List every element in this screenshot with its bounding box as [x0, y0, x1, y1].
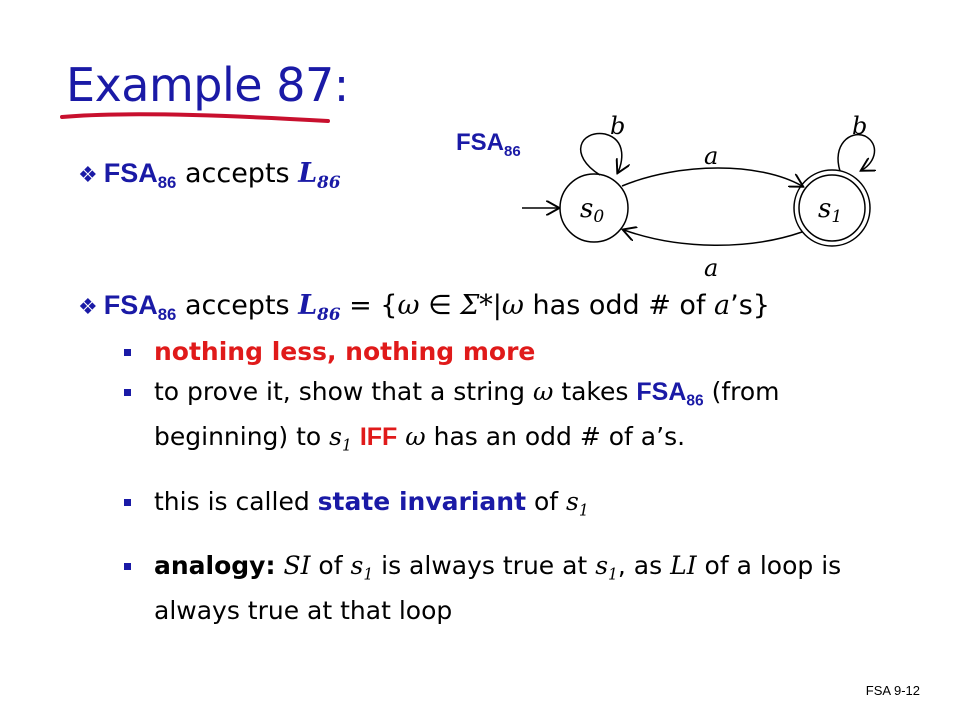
edge-s0-s1-symbol: a [704, 142, 719, 170]
state-s1: $s_1$ [595, 551, 618, 584]
diamond-bullet-icon: ❖ [78, 163, 98, 188]
set-bar: | [492, 290, 502, 321]
edge-s1-s0-symbol: a [704, 254, 719, 282]
text: has an odd # of a’s. [433, 422, 686, 452]
edge-s0-s1 [622, 168, 802, 186]
accepts-text: accepts [184, 290, 290, 321]
li-symbol: LI [670, 551, 697, 581]
state-s1: $s_1$ [329, 422, 352, 455]
sub-item-prove-it [124, 374, 884, 464]
state-s0-label: s0 [580, 194, 605, 227]
a-symbol: a [714, 290, 731, 321]
si-symbol: SI [283, 551, 311, 581]
loop-s1 [838, 135, 874, 171]
text: , as [617, 551, 663, 581]
iff-text: IFF [359, 423, 398, 452]
text: takes [561, 377, 629, 406]
slide-title: Example 87: [66, 58, 349, 112]
sub-item-nothing-less [124, 334, 884, 370]
has-odd-text: has odd # of [532, 290, 706, 321]
fsa-diagram [440, 100, 900, 290]
text: this is called [154, 486, 310, 516]
loop-s1-symbol: b [852, 112, 868, 140]
element-of-symbol: ∈ [428, 290, 452, 321]
sub-bullet-list [124, 334, 884, 643]
omega-symbol: ω [397, 290, 420, 321]
sub-item-state-invariant [124, 484, 884, 528]
omega-symbol: ω [532, 377, 554, 406]
fsa-name: $FSA_{86}$ [636, 378, 704, 410]
bullet-fsa-accepts [78, 158, 340, 193]
fsa-label: $FSA_{86}$ [456, 129, 521, 160]
state-s1: $s_1$ [566, 486, 589, 520]
accepts-text: accepts [184, 158, 290, 189]
edge-s1-s0 [624, 230, 802, 245]
text: of [533, 486, 559, 516]
language-symbol: $L_{86}$ [298, 158, 341, 192]
text: of [318, 551, 343, 581]
text: of a loop is always true at that loop [154, 551, 842, 625]
text: is always true at [381, 551, 588, 581]
bullet-language-definition [78, 290, 770, 325]
text: (from beginning) to [154, 377, 780, 452]
fsa-name: $FSA_{86}$ [103, 158, 177, 192]
square-bullet-icon [124, 349, 131, 356]
diamond-bullet-icon: ❖ [78, 295, 98, 320]
text: to prove it, show that a string [154, 377, 526, 406]
analogy-label: analogy: [154, 551, 276, 581]
language-symbol: $L_{86}$ [298, 290, 341, 324]
sub-item-analogy [124, 548, 884, 628]
sigma-star: Σ* [460, 290, 493, 321]
set-close: ’s} [730, 290, 770, 321]
square-bullet-icon [124, 389, 131, 396]
omega-symbol: ω [501, 290, 524, 321]
emphasis-text: nothing less, nothing more [154, 337, 536, 366]
slide-number: FSA 9-12 [865, 683, 920, 698]
set-open: = { [349, 290, 398, 321]
square-bullet-icon [124, 563, 131, 570]
loop-s0-symbol: b [610, 112, 626, 140]
title-underline [58, 108, 338, 128]
state-invariant-text: state invariant [317, 486, 527, 516]
square-bullet-icon [124, 499, 131, 506]
state-s1: $s_1$ [350, 551, 374, 584]
state-s1-label: s1 [818, 194, 843, 227]
omega-symbol: ω [405, 422, 426, 452]
fsa-name: $FSA_{86}$ [103, 290, 177, 324]
